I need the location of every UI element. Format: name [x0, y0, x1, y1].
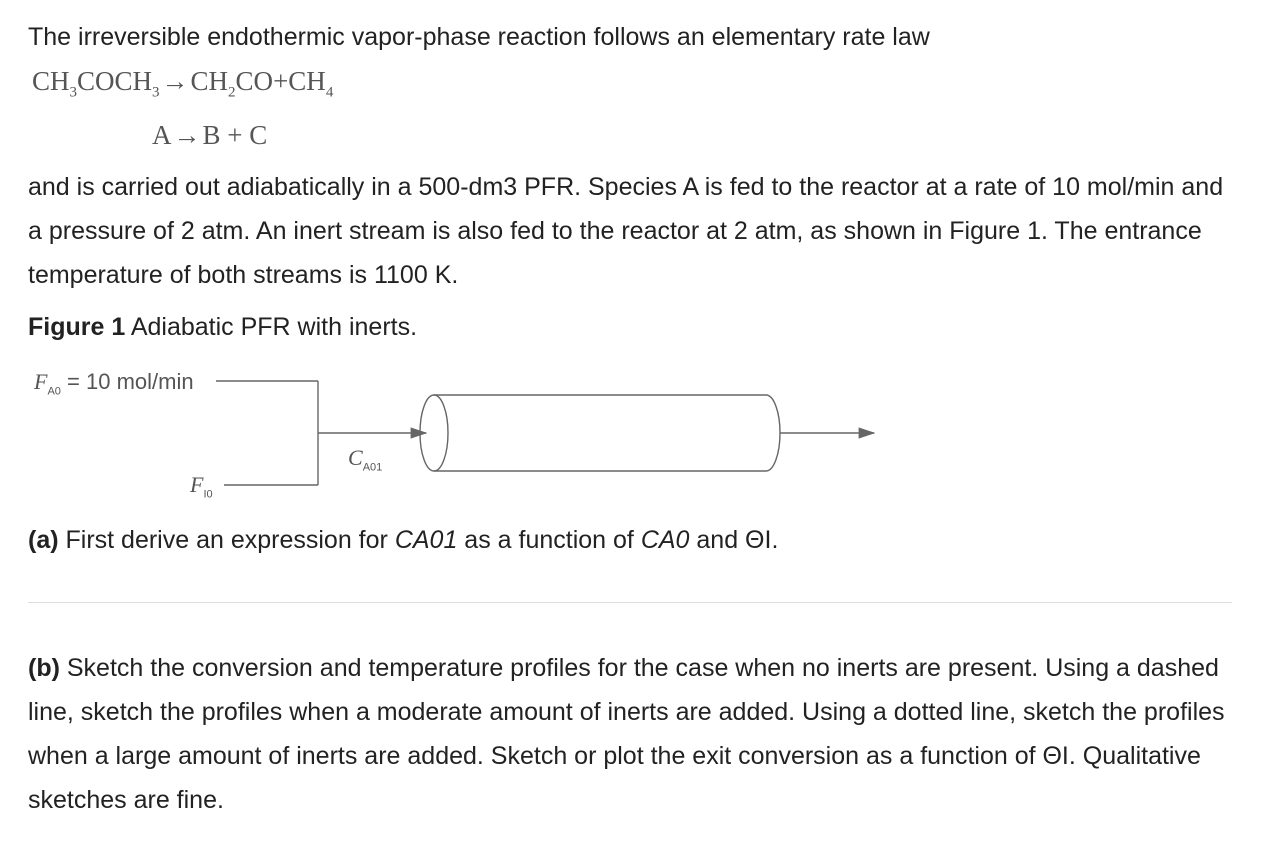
question-b-label: (b) — [28, 654, 60, 682]
problem-paragraph: and is carried out adiabatically in a 500-dm3 PFR. Species A is fed to the reactor at a rate of 10 mol/min and a pressure of 2 atm. An inert stream is also fed to the reactor at 2 atm, as shown in Figure 1. The entrance temperature of both streams is 1100 K. — [28, 173, 1224, 289]
intro-text: The irreversible endothermic vapor-phase reaction follows an elementary rate law — [28, 23, 930, 51]
fa0-label: $F_{A0} = 10$ mol/min — [34, 369, 194, 398]
question-a: (a) First derive an expression for CA01 as a function of CA0 and ΘI. — [28, 526, 779, 554]
figure-caption-label: Figure 1 — [28, 313, 126, 341]
question-a-label: (a) — [28, 526, 59, 554]
figure-caption — [28, 313, 417, 342]
products-symbols: B + C — [202, 120, 268, 150]
pfr-diagram — [28, 360, 888, 510]
reactor-outlet-cap — [766, 395, 780, 471]
reaction-arrow: → — [161, 66, 189, 96]
plus-sign: + — [273, 66, 289, 96]
figure-caption-text: Adiabatic PFR with inerts. — [125, 313, 418, 341]
ca01-label: $C_{A01}$ — [348, 445, 383, 474]
reactant-formula: $CH_3COCH_3$ — [32, 66, 160, 101]
section-divider — [28, 602, 1232, 603]
question-b — [28, 646, 1228, 822]
reaction-equation-full — [32, 66, 333, 101]
question-b-text: Sketch the conversion and temperature profiles for the case when no inerts are present. Using a dashed line, sketch the profiles when a moderate amount of inerts are added. Using a dotted line, sketch the profiles when a large amount of inerts are added. Sketch or plot the exit conversion as a function of ΘI. Qualitative sketches are fine. — [28, 654, 1225, 814]
product1-formula: $CH_2CO$ — [190, 66, 274, 101]
reaction-equation-short — [152, 120, 267, 151]
product2-formula: $CH_4$ — [288, 66, 334, 101]
reactant-symbol: A — [152, 120, 172, 150]
fi0-label: $F_{I0}$ — [190, 472, 213, 501]
reaction-arrow-short: → — [173, 120, 201, 150]
